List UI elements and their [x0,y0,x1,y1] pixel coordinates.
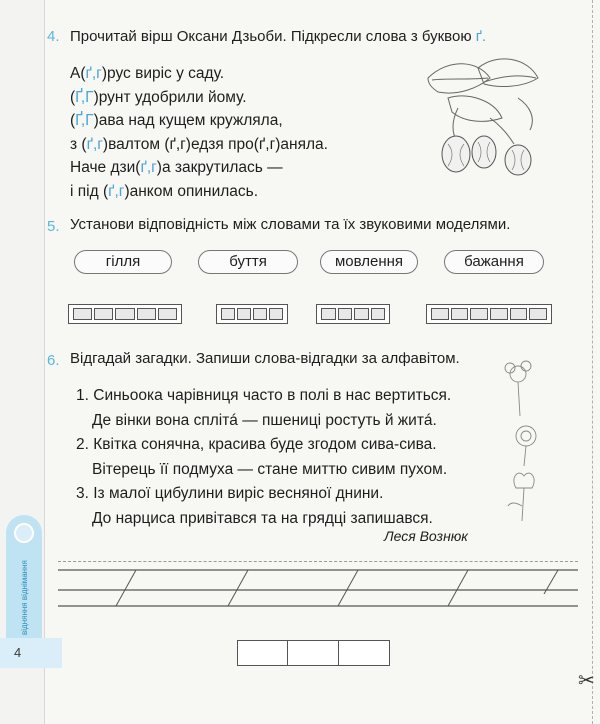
side-tab-label: відняння віднімання [20,560,29,636]
answer-box[interactable] [338,640,390,666]
poem-line: Наче дзи(ґ,г)а закрутилась — [70,159,283,176]
tab-hole-icon [14,523,34,543]
cut-line [592,0,593,724]
task-4-heading [70,28,486,45]
scissors-icon: ✂ [578,670,595,692]
sound-model-4 [426,304,552,324]
word-box-2: буття [198,250,298,274]
poem [70,62,328,203]
task-6-number: 6. [47,352,60,369]
task-5-number: 5. [47,218,60,235]
answer-box[interactable] [287,640,339,666]
task-4-number: 4. [47,28,60,45]
word-box-3: мовлення [320,250,418,274]
answer-boxes[interactable] [238,640,390,666]
riddle-line: 1. Синьоока чарівниця часто в полі в нас вертиться. [76,387,452,404]
poem-line: і під (ґ,г)анком опинилась. [70,182,259,200]
sound-model-3 [316,304,390,324]
answer-box[interactable] [237,640,289,666]
task-4-letter: ґ. [475,28,487,45]
task-5-heading: Установи відповідність між словами та їх звуковими моделями. [70,216,511,233]
riddle-line: Вітерець її подмуха — стане миттю сивим пухом. [92,460,448,478]
word-box-1: гілля [74,250,172,274]
dashed-separator [58,561,578,562]
riddles [76,384,451,531]
poem-line: з (ґ,г)валтом (ґ,г)едзя про(ґ,г)аняла. [70,135,328,153]
riddle-line: 3. Із малої цибулини виріс весняної днини. [76,485,384,502]
task-4-heading-text: Прочитай вірш Оксани Дзьоби. Підкресли слова з буквою [70,28,472,45]
poem-line: (Ґ,Г)ава над кущем кружляла, [70,112,283,129]
sound-model-2 [216,304,288,324]
task-6-heading: Відгадай загадки. Запиши слова-відгадки за алфавітом. [70,350,460,367]
sound-model-1 [68,304,182,324]
gooseberry-illustration [418,48,548,178]
page-number: 4 [14,645,22,660]
poem-line: (Ґ,Г)рунт удобрили йому. [70,88,247,106]
page-number-bar [0,638,62,668]
riddle-line: Де вінки вона сплітá — пшениці ростуть й житá. [92,411,437,429]
margin-line [44,0,45,724]
author: Леся Вознюк [384,528,468,544]
side-tab [6,515,42,655]
flowers-illustration [496,356,546,526]
riddle-line: До нарциса привітався та на грядці запишався. [92,509,433,527]
riddle-line: 2. Квітка сонячна, красива буде згодом сива-сива. [76,436,437,453]
writing-lines [58,566,578,610]
word-box-4: бажання [444,250,544,274]
poem-line: А(ґ,г)рус виріс у саду. [70,65,225,82]
